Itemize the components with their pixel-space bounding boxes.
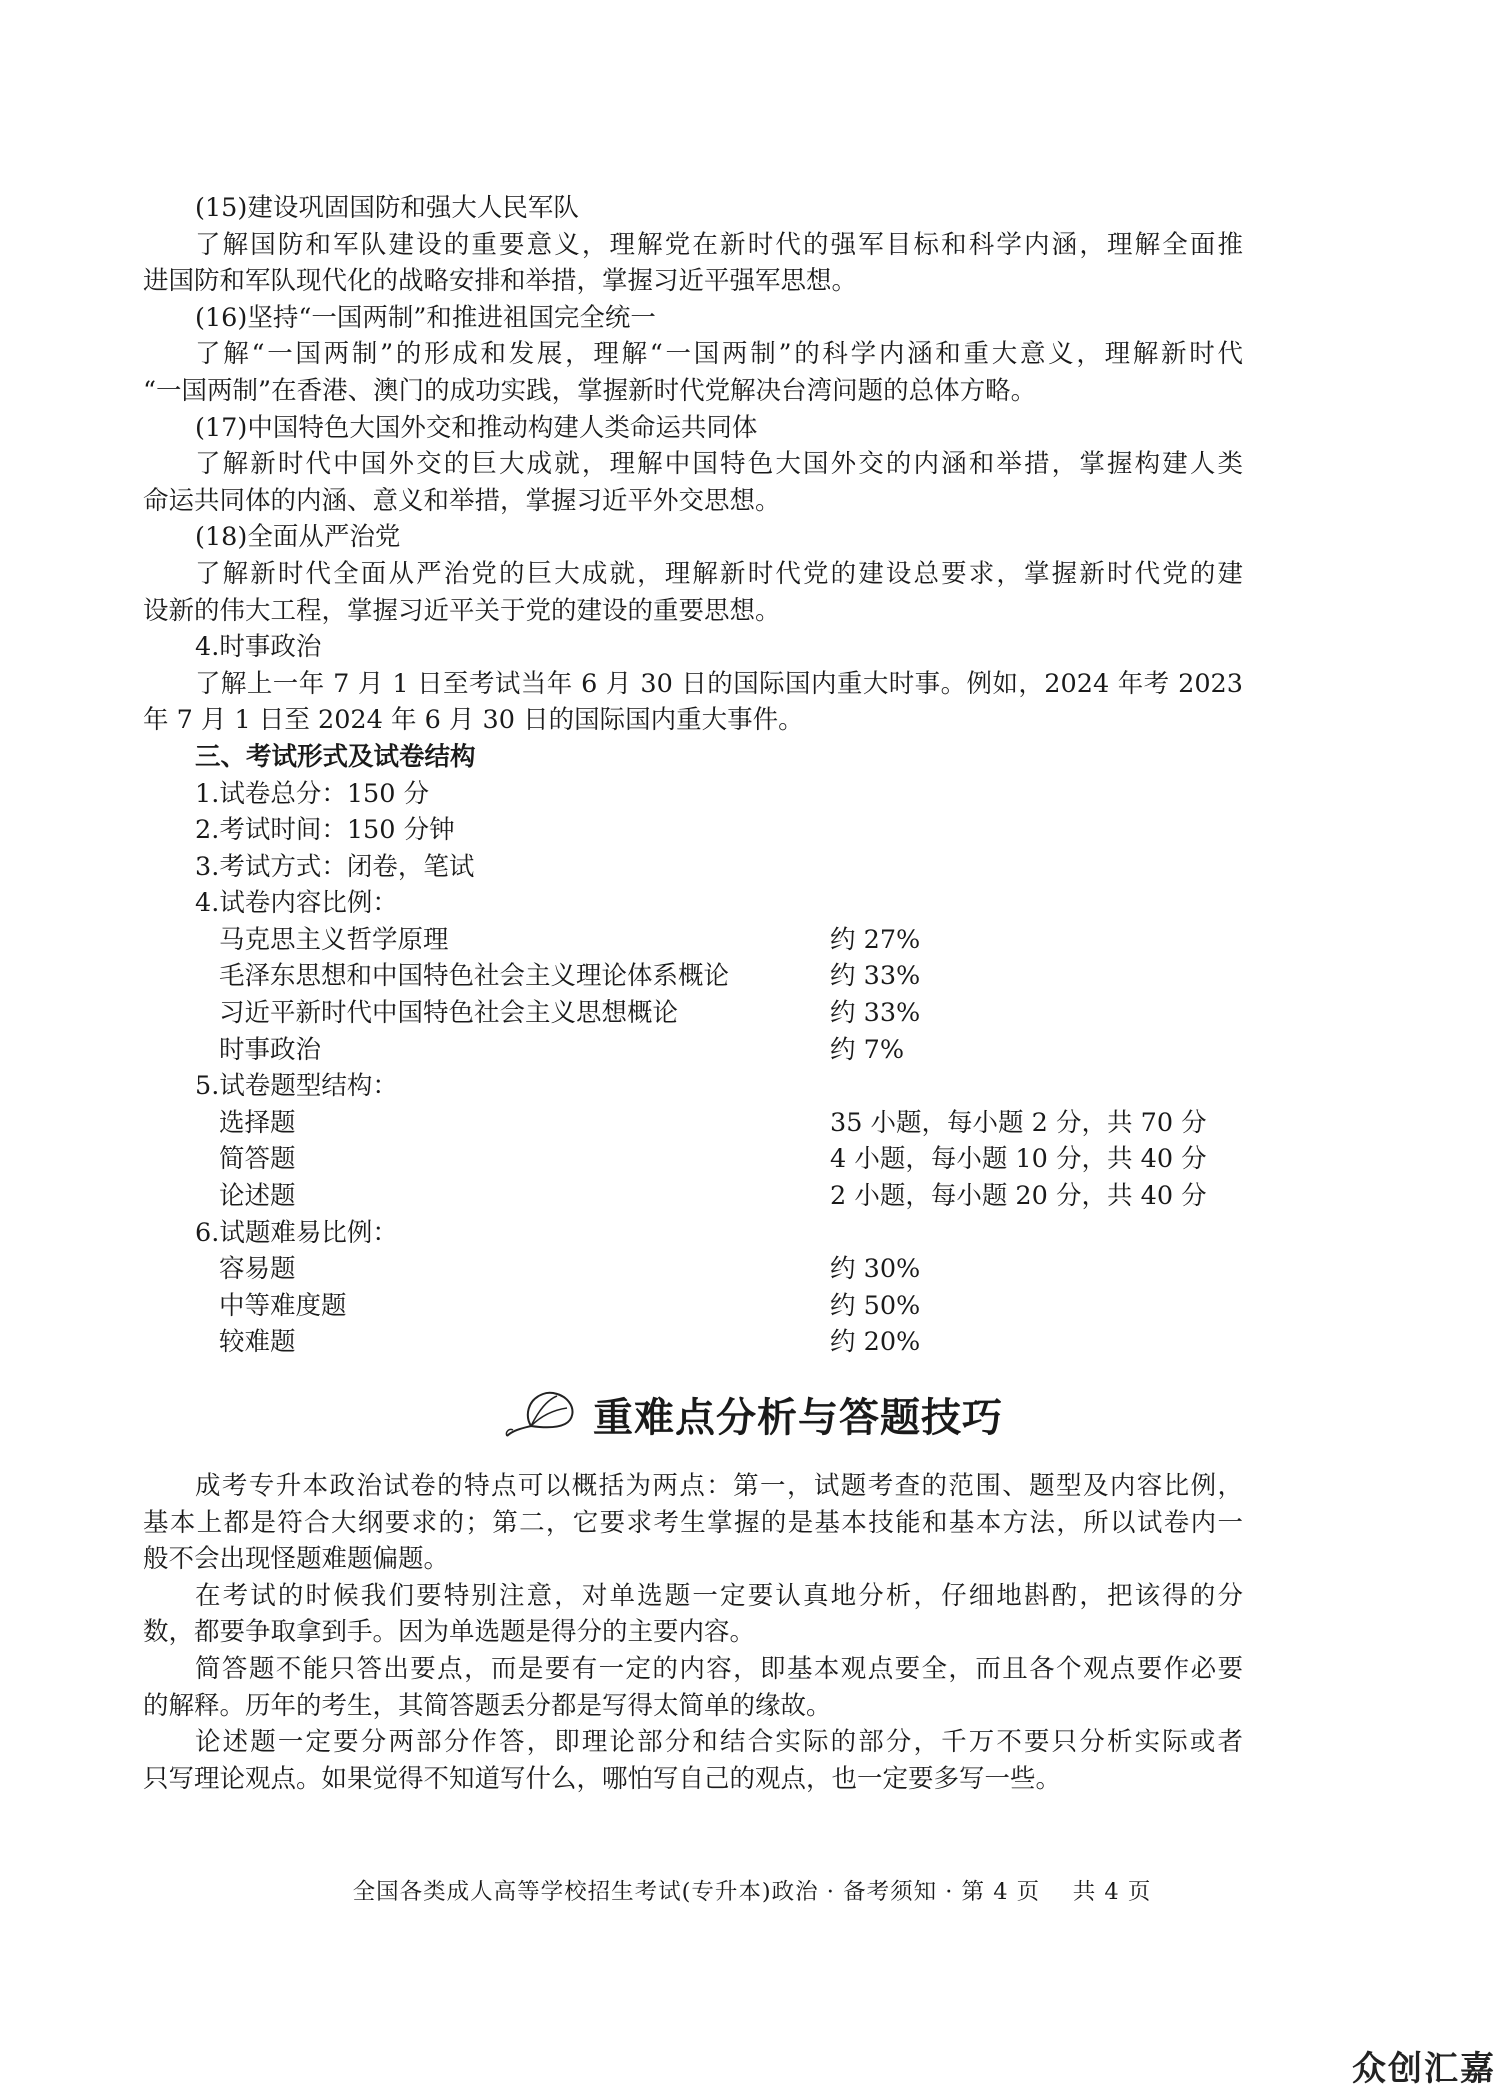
- ratio-value: 约 27%: [830, 924, 921, 955]
- ratio-name: 时事政治: [219, 1034, 322, 1065]
- current-affairs-heading: 4.时事政治: [195, 632, 322, 663]
- content-ratio-label: 4.试卷内容比例：: [195, 888, 398, 919]
- content-ratio-row: [143, 958, 1243, 995]
- analysis-line: 般不会出现怪题难题偏题。: [143, 1544, 450, 1575]
- topic-18-line-2: 设新的伟大工程，掌握习近平关于党的建设的重要思想。: [143, 595, 781, 626]
- current-affairs-line-2: 年 7 月 1 日至 2024 年 6 月 30 日的国际国内重大事件。: [143, 705, 804, 736]
- analysis-line: 的解释。历年的考生，其简答题丢分都是写得太简单的缘故。: [143, 1690, 832, 1721]
- difficulty-row: [143, 1288, 1243, 1325]
- section-title: 重难点分析与答题技巧: [593, 1393, 1003, 1441]
- section-title-banner: [0, 1378, 1504, 1450]
- analysis-line: 只写理论观点。如果觉得不知道写什么，哪怕写自己的观点，也一定要多写一些。: [143, 1763, 1062, 1794]
- difficulty-name: 中等难度题: [219, 1290, 347, 1321]
- topic-18-heading: (18)全面从严治党: [195, 522, 401, 553]
- ratio-value: 约 33%: [830, 961, 921, 992]
- question-type-row: [143, 1178, 1243, 1215]
- difficulty-row: [143, 1251, 1243, 1288]
- current-affairs-line-1: 了解上一年 7 月 1 日至考试当年 6 月 30 日的国际国内重大时事。例如，2024 年考 2023: [195, 668, 1243, 699]
- ratio-value: 约 7%: [830, 1034, 905, 1065]
- analysis-line: 简答题不能只答出要点，而是要有一定的内容，即基本观点要全，而且各个观点要作必要: [195, 1653, 1243, 1684]
- section-3-heading: 三、考试形式及试卷结构: [195, 741, 476, 772]
- difficulty-name: 较难题: [219, 1327, 296, 1358]
- question-type-row: [143, 1105, 1243, 1142]
- topic-17-line-2: 命运共同体的内涵、意义和举措，掌握习近平外交思想。: [143, 485, 781, 516]
- total-score: 1.试卷总分：150 分: [195, 778, 430, 809]
- question-type-row: [143, 1141, 1243, 1178]
- content-ratio-row: [143, 922, 1243, 959]
- analysis-body: [143, 1468, 1243, 1797]
- difficulty-value: 约 30%: [830, 1254, 921, 1285]
- topic-15-line-1: 了解国防和军队建设的重要意义，理解党在新时代的强军目标和科学内涵，理解全面推: [195, 229, 1243, 260]
- type-value: 35 小题，每小题 2 分，共 70 分: [830, 1107, 1207, 1138]
- topic-16-line-1: 了解“一国两制”的形成和发展，理解“一国两制”的科学内涵和重大意义，理解新时代: [195, 339, 1243, 370]
- topic-17-heading: (17)中国特色大国外交和推动构建人类命运共同体: [195, 412, 758, 443]
- syllabus-continued: [143, 190, 1243, 1361]
- ratio-name: 毛泽东思想和中国特色社会主义理论体系概论: [219, 961, 730, 992]
- ratio-name: 习近平新时代中国特色社会主义思想概论: [219, 998, 679, 1029]
- difficulty-label: 6.试题难易比例：: [195, 1217, 398, 1248]
- question-types-label: 5.试卷题型结构：: [195, 1071, 398, 1102]
- ginkgo-leaf-icon: [501, 1386, 579, 1442]
- topic-15-line-2: 进国防和军队现代化的战略安排和举措，掌握习近平强军思想。: [143, 266, 858, 297]
- analysis-line: 成考专升本政治试卷的特点可以概括为两点：第一，试题考查的范围、题型及内容比例，: [195, 1471, 1243, 1501]
- topic-16-line-2: “一国两制”在香港、澳门的成功实践，掌握新时代党解决台湾问题的总体方略。: [143, 375, 1037, 406]
- page-footer: [0, 1874, 1504, 1906]
- footer-total: 共 4 页: [1072, 1879, 1152, 1905]
- difficulty-row: [143, 1324, 1243, 1361]
- footer-text: 全国各类成人高等学校招生考试(专升本)政治 · 备考须知 · 第 4 页: [352, 1879, 1041, 1905]
- ratio-name: 马克思主义哲学原理: [219, 924, 449, 955]
- topic-15-heading: (15)建设巩固国防和强大人民军队: [195, 193, 579, 223]
- type-name: 简答题: [219, 1144, 296, 1175]
- analysis-line: 基本上都是符合大纲要求的；第二，它要求考生掌握的是基本技能和基本方法，所以试卷内一: [143, 1507, 1243, 1538]
- watermark: 众创汇嘉: [1352, 2049, 1496, 2089]
- exam-mode: 3.考试方式：闭卷，笔试: [195, 851, 475, 882]
- difficulty-value: 约 50%: [830, 1290, 921, 1321]
- analysis-line: 论述题一定要分两部分作答，即理论部分和结合实际的部分，千万不要只分析实际或者: [195, 1727, 1243, 1758]
- analysis-line: 数，都要争取拿到手。因为单选题是得分的主要内容。: [143, 1617, 756, 1648]
- type-name: 论述题: [219, 1181, 296, 1212]
- topic-18-line-1: 了解新时代全面从严治党的巨大成就，理解新时代党的建设总要求，掌握新时代党的建: [195, 558, 1243, 589]
- ratio-value: 约 33%: [830, 998, 921, 1029]
- difficulty-name: 容易题: [219, 1254, 296, 1285]
- content-ratio-row: [143, 1032, 1243, 1069]
- topic-16-heading: (16)坚持“一国两制”和推进祖国完全统一: [195, 302, 656, 333]
- topic-17-line-1: 了解新时代中国外交的巨大成就，理解中国特色大国外交的内涵和举措，掌握构建人类: [195, 449, 1243, 480]
- difficulty-value: 约 20%: [830, 1327, 921, 1358]
- type-value: 4 小题，每小题 10 分，共 40 分: [830, 1144, 1207, 1175]
- analysis-line: 在考试的时候我们要特别注意，对单选题一定要认真地分析，仔细地斟酌，把该得的分: [195, 1580, 1243, 1611]
- exam-duration: 2.考试时间：150 分钟: [195, 815, 455, 846]
- content-ratio-row: [143, 995, 1243, 1032]
- type-name: 选择题: [219, 1107, 296, 1138]
- type-value: 2 小题，每小题 20 分，共 40 分: [830, 1181, 1207, 1212]
